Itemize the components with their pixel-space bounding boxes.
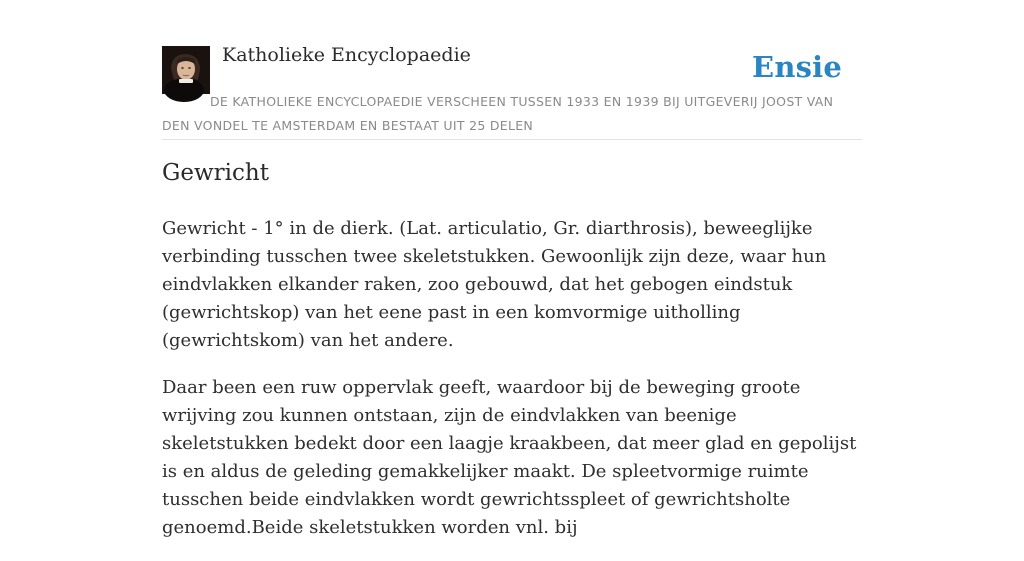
article-paragraph: Gewricht - 1° in de dierk. (Lat. articulatio, Gr. diarthrosis), beweeglijke verbinding tusschen twee skeletstukken. Gewoonlijk zijn deze, waar hun eindvlakken elkander raken, zoo gebouwd, dat het gebogen eindstuk (gewrichtskop) van het eene past in een komvormige uitholling (gewrichtskom) van het andere. [162, 218, 827, 351]
site-name[interactable]: Katholieke Encyclopaedie [222, 44, 471, 66]
brand-logo[interactable]: Ensie [752, 50, 842, 84]
content-column [162, 0, 862, 538]
site-header [162, 0, 862, 140]
article-title: Gewricht [162, 160, 269, 186]
site-avatar[interactable] [162, 46, 210, 94]
article-paragraph: Daar been een ruw oppervlak geeft, waardoor bij de beweging groote wrijving zou kunnen ontstaan, zijn de eindvlakken van beenige skeletstukken bedekt door een laagje kraakbeen, dat meer glad en gepolijst is en aldus de geleding gemakkelijker maakt. De spleetvormige ruimte tusschen beide eindvlakken wordt gewrichtsspleet of gewrichtsholte genoemd.Beide skeletstukken worden vnl. bij [162, 377, 857, 538]
site-description: DE KATHOLIEKE ENCYCLOPAEDIE VERSCHEEN TUSSEN 1933 EN 1939 BIJ UITGEVERIJ JOOST VAN DEN VONDEL TE AMSTERDAM EN BESTAAT UIT 25 DELEN [162, 94, 834, 133]
article-body [162, 215, 862, 561]
portrait-avatar-icon [162, 46, 210, 94]
